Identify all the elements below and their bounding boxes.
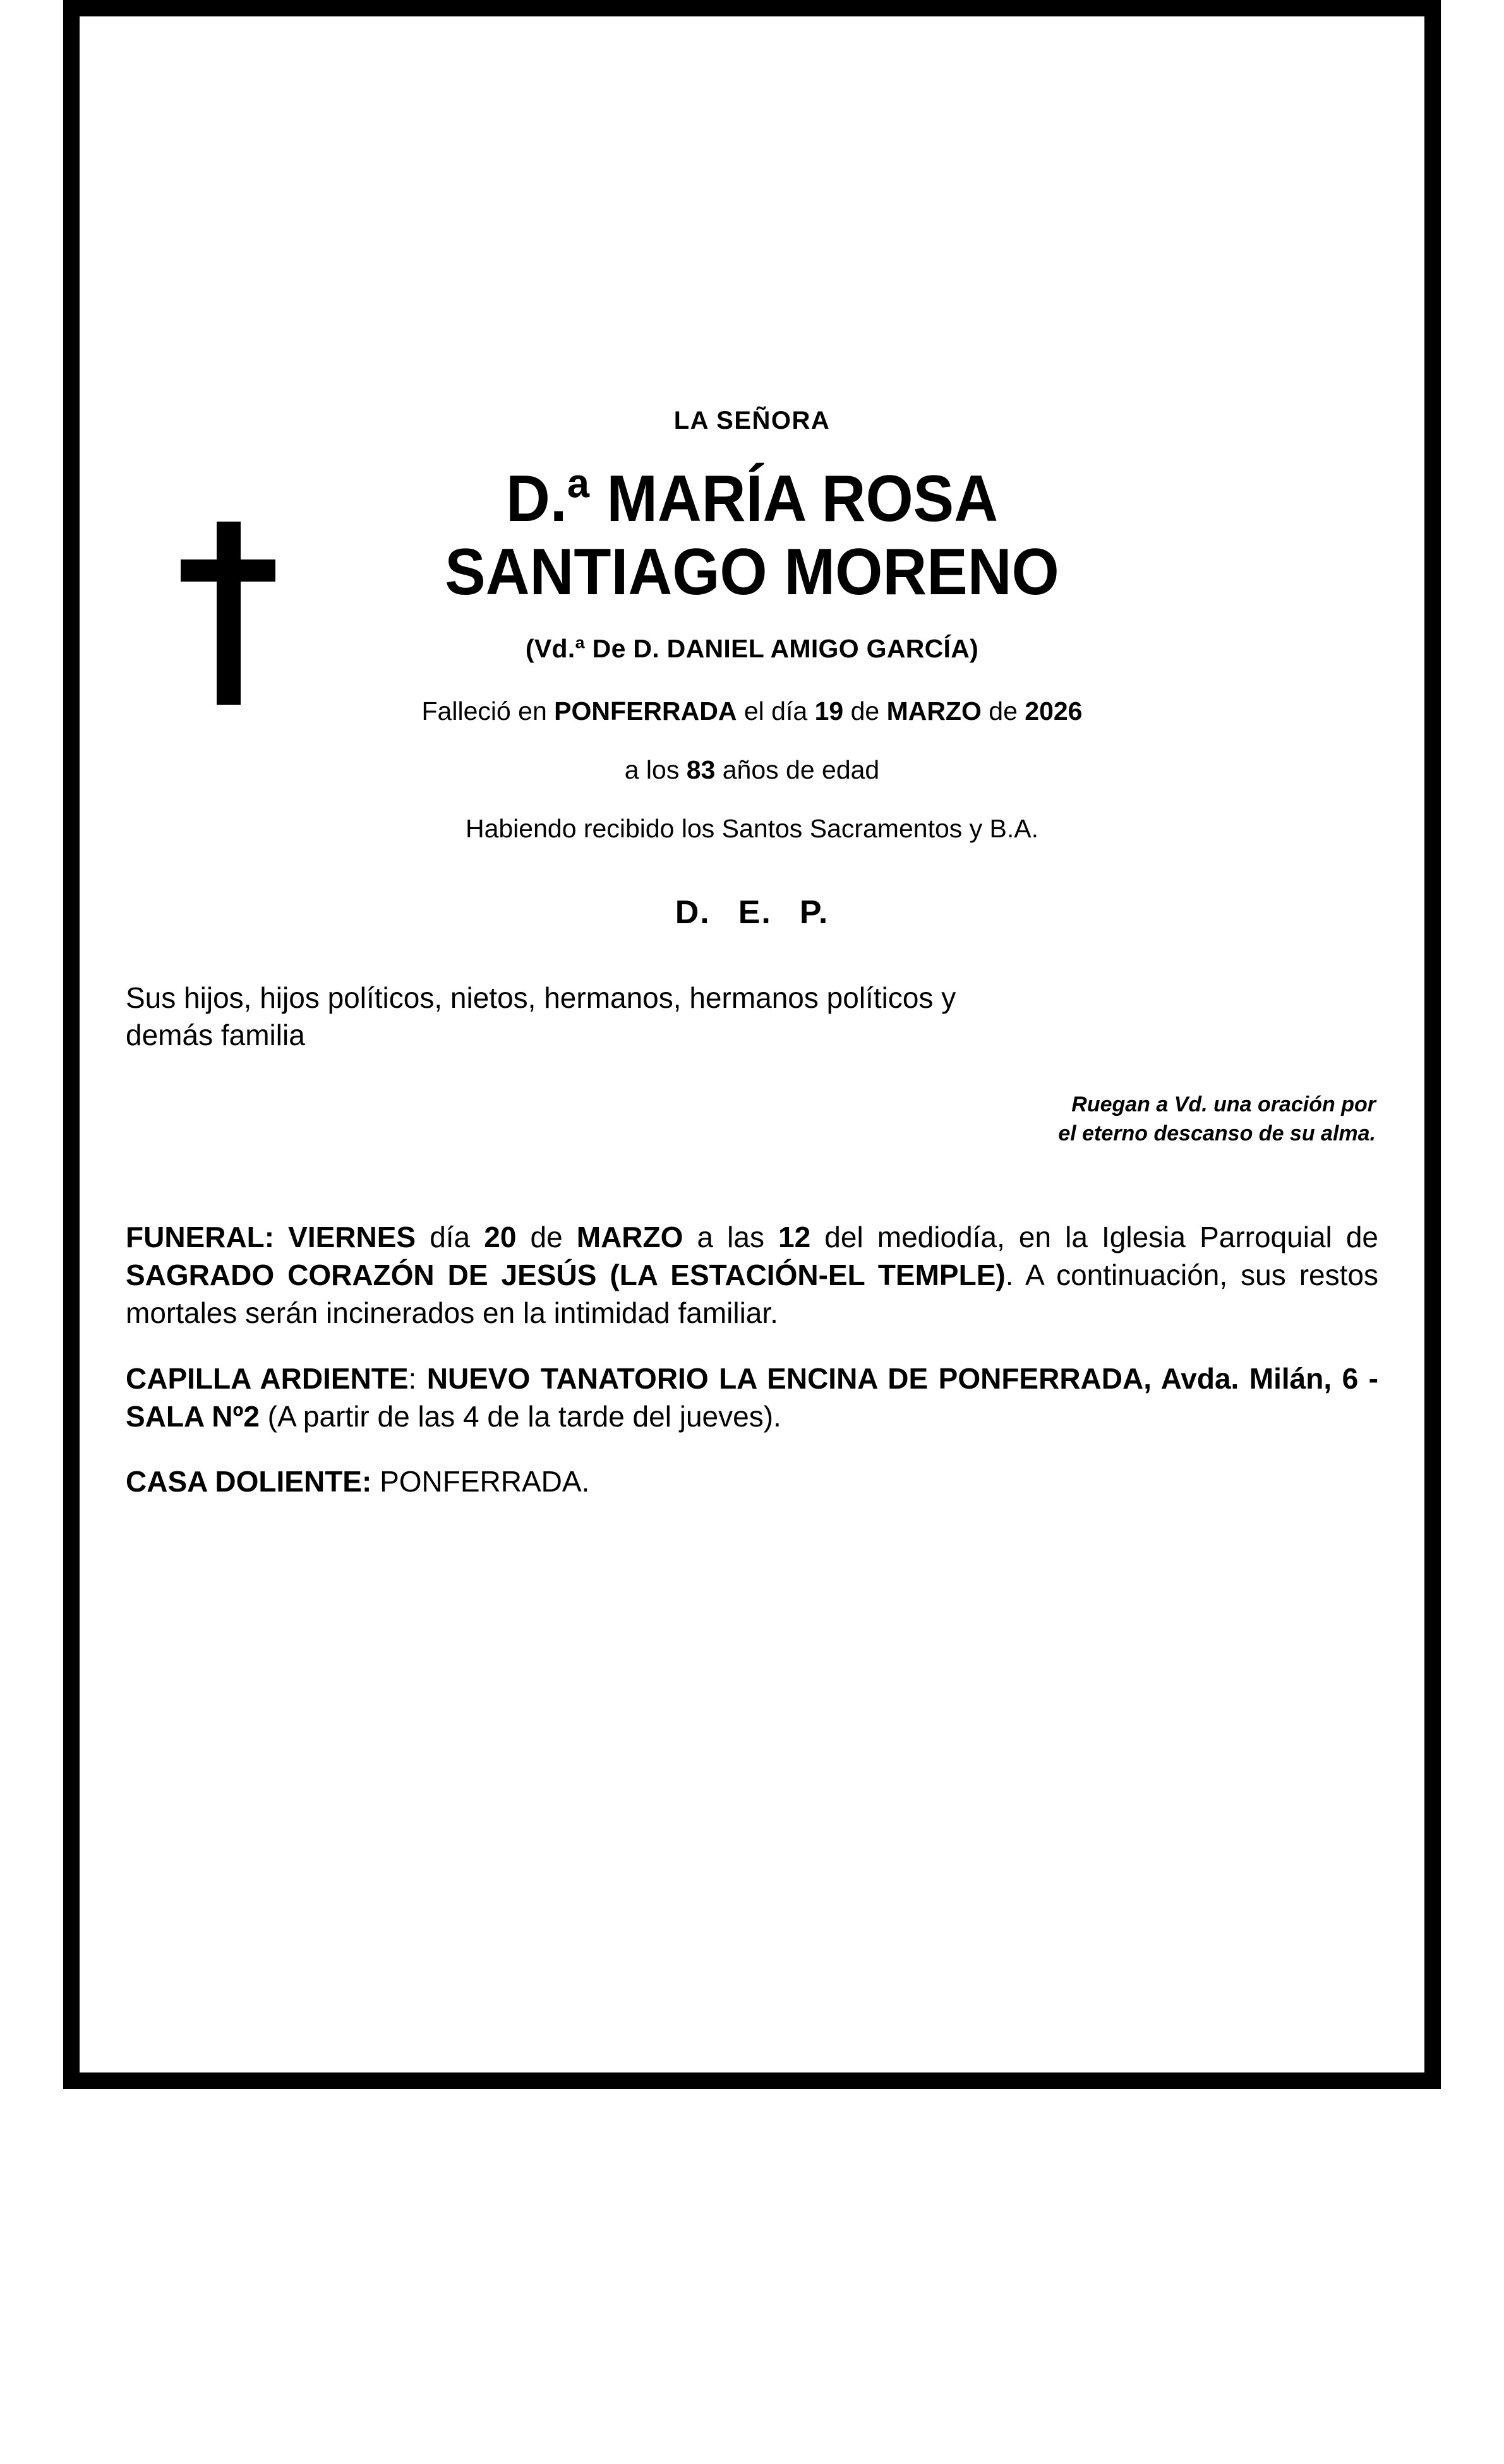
page-border-frame bbox=[63, 0, 1441, 2089]
death-line bbox=[114, 698, 1390, 724]
family-paragraph bbox=[114, 979, 1390, 1054]
dep-line bbox=[114, 896, 1390, 929]
funeral-church: SAGRADO CORAZÓN DE JESÚS (LA ESTACIÓN-EL TEMPLE) bbox=[126, 1259, 1006, 1292]
deceased-name bbox=[114, 462, 1390, 609]
funeral-de: de bbox=[516, 1221, 577, 1254]
prayer-line-2: el eterno descanso de su alma. bbox=[1058, 1121, 1376, 1145]
funeral-time-prefix: a las bbox=[683, 1221, 779, 1254]
chapel-venue: NUEVO TANATORIO LA ENCINA DE PONFERRADA, Avda. Milán, 6 - SALA Nº2 bbox=[126, 1361, 1379, 1433]
death-mid: el día bbox=[737, 696, 815, 726]
chapel-label: CAPILLA ARDIENTE bbox=[126, 1361, 409, 1395]
death-prefix: Falleció en bbox=[421, 696, 555, 726]
funeral-time: 12 bbox=[778, 1221, 811, 1254]
funeral-dia: día bbox=[416, 1221, 484, 1254]
family-line-1: Sus hijos, hijos políticos, nietos, hermanos, hermanos políticos y bbox=[126, 981, 956, 1014]
death-de-2: de bbox=[981, 696, 1025, 726]
mourning-house-label: CASA DOLIENTE: bbox=[126, 1465, 372, 1498]
death-day: 19 bbox=[814, 696, 844, 726]
family-line-2: demás familia bbox=[126, 1018, 305, 1051]
funeral-label: FUNERAL: VIERNES bbox=[126, 1221, 416, 1254]
funeral-month: MARZO bbox=[576, 1221, 683, 1254]
prayer-request bbox=[114, 1091, 1390, 1149]
dep-p: P. bbox=[799, 894, 829, 931]
funeral-time-suffix: del mediodía, en la Iglesia Parroquial de bbox=[810, 1221, 1378, 1254]
mourning-house-value: PONFERRADA. bbox=[371, 1465, 590, 1498]
age-suffix: años de edad bbox=[715, 755, 880, 784]
spouse-line: (Vd.ª De D. DANIEL AMIGO GARCÍA) bbox=[525, 633, 979, 663]
prayer-line-1: Ruegan a Vd. una oración por bbox=[1071, 1092, 1376, 1116]
dep-e: E. bbox=[738, 894, 772, 931]
age-prefix: a los bbox=[624, 755, 687, 784]
death-place: PONFERRADA bbox=[554, 696, 737, 726]
death-de-1: de bbox=[843, 696, 887, 726]
death-month: MARZO bbox=[886, 696, 982, 726]
chapel-note: (A partir de las 4 de la tarde del jueves). bbox=[259, 1399, 781, 1433]
funeral-day: 20 bbox=[484, 1221, 517, 1254]
deceased-name-line-2: SANTIAGO MORENO bbox=[445, 535, 1059, 609]
age-line bbox=[114, 757, 1390, 783]
arrangements-section bbox=[114, 1219, 1390, 1501]
funeral-tail: . A continuación, sus restos mortales serán incinerados en la intimidad familiar. bbox=[126, 1259, 1379, 1330]
age-value: 83 bbox=[686, 755, 716, 784]
death-year: 2026 bbox=[1025, 696, 1083, 726]
dep-d: D. bbox=[675, 894, 711, 931]
sacraments-line: Habiendo recibido los Santos Sacramentos y B.A. bbox=[465, 813, 1039, 843]
chapel-paragraph bbox=[126, 1360, 1378, 1436]
mourning-house-paragraph bbox=[126, 1463, 1378, 1501]
funeral-paragraph bbox=[126, 1219, 1378, 1332]
deceased-name-line-1: D.ª MARÍA ROSA bbox=[505, 462, 999, 535]
chapel-colon: : bbox=[408, 1361, 427, 1395]
page-content bbox=[80, 408, 1424, 2464]
honorific-label: LA SEÑORA bbox=[673, 407, 831, 434]
